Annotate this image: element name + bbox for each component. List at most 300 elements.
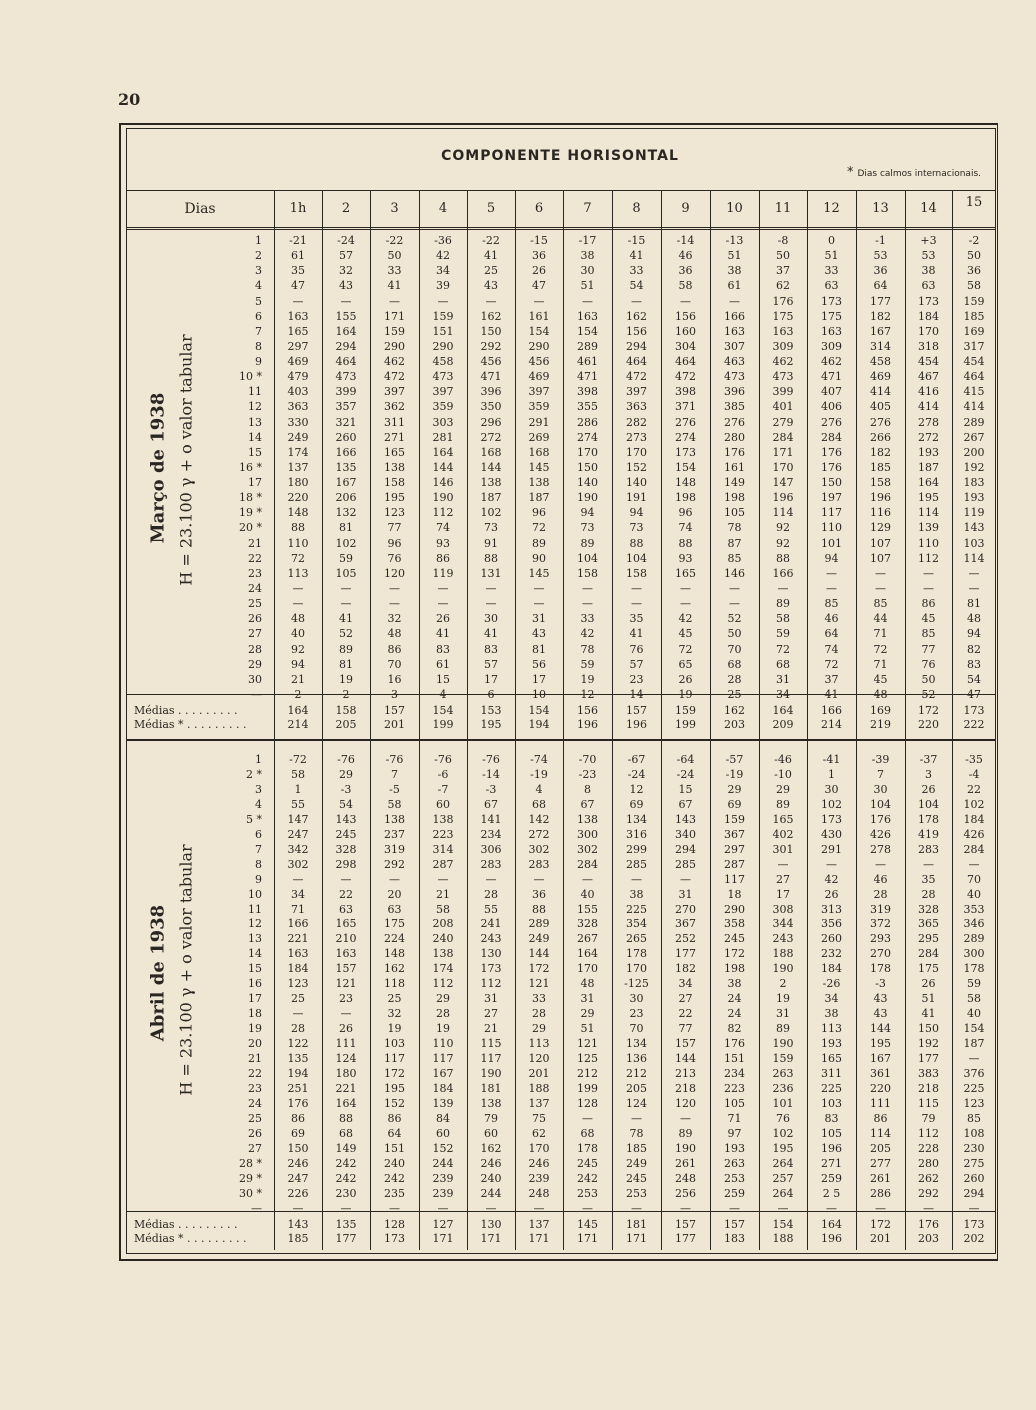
table-cell: -13: [725, 234, 744, 247]
table-cell: 28: [484, 888, 498, 901]
hour-header: 6: [534, 201, 544, 216]
table-cell: 167: [870, 1052, 891, 1065]
table-cell: 69: [727, 798, 742, 811]
table-cell: 121: [577, 1037, 598, 1050]
table-cell: 426: [870, 828, 891, 841]
table-cell: 60: [436, 798, 450, 811]
table-cell: 30: [873, 783, 888, 796]
table-cell: 473: [772, 370, 794, 383]
table-cell: 187: [963, 1037, 985, 1050]
table-cell: —: [968, 1202, 980, 1215]
table-cell: 71: [727, 1112, 742, 1125]
table-cell: 218: [675, 1082, 696, 1095]
table-cell: 246: [480, 1157, 502, 1170]
table-cell: —: [631, 1202, 642, 1215]
table-cell: 290: [724, 903, 745, 916]
table-cell: 142: [528, 813, 550, 826]
table-cell: 170: [772, 461, 794, 474]
medias-star-cell: 183: [724, 1232, 745, 1245]
medias-cell: 128: [384, 1218, 405, 1231]
medias-star-cell: 222: [963, 718, 985, 731]
table-cell: 104: [626, 552, 647, 565]
table-cell: 218: [918, 1082, 939, 1095]
table-cell: 264: [772, 1187, 794, 1200]
table-cell: 176: [724, 446, 745, 459]
table-cell: 35: [921, 873, 936, 886]
table-cell: —: [340, 597, 352, 610]
medias-star-cell: 214: [821, 718, 842, 731]
table-cell: —: [968, 567, 980, 580]
table-cell: 42: [580, 627, 595, 640]
table-cell: 464: [626, 355, 647, 368]
table-cell: 234: [480, 828, 502, 841]
table-cell: 68: [532, 798, 546, 811]
day-label: 8: [255, 858, 262, 871]
medias-star-cell: 201: [870, 1232, 891, 1245]
table-cell: 43: [873, 992, 888, 1005]
table-cell: 12: [629, 783, 644, 796]
table-cell: 89: [532, 537, 546, 550]
table-cell: 187: [528, 491, 550, 504]
table-cell: 38: [727, 264, 742, 277]
table-cell: 146: [432, 476, 454, 489]
table-cell: 165: [675, 567, 696, 580]
table-cell: 330: [287, 416, 309, 429]
table-cell: 143: [335, 813, 357, 826]
day-label: 1: [255, 234, 262, 247]
table-cell: 367: [724, 828, 745, 841]
table-cell: 170: [528, 1142, 550, 1155]
table-cell: 458: [432, 355, 454, 368]
table-cell: 83: [484, 643, 498, 656]
table-cell: 355: [577, 400, 598, 413]
table-cell: 205: [870, 1142, 891, 1155]
table-cell: 58: [387, 798, 402, 811]
table-cell: 113: [821, 1022, 842, 1035]
table-cell: —: [485, 295, 497, 308]
table-title: COMPONENTE HORISONTAL: [441, 148, 679, 164]
table-cell: 166: [772, 567, 794, 580]
table-cell: 195: [384, 491, 405, 504]
table-cell: 242: [577, 1172, 598, 1185]
table-cell: 163: [724, 325, 745, 338]
table-cell: 163: [821, 325, 842, 338]
table-cell: —: [485, 597, 497, 610]
table-cell: 208: [432, 917, 454, 930]
table-cell: 58: [967, 992, 981, 1005]
table-cell: 31: [776, 1007, 790, 1020]
table-cell: 278: [918, 416, 939, 429]
table-cell: 114: [963, 552, 985, 565]
table-cell: 456: [480, 355, 502, 368]
day-label: 20 *: [239, 521, 262, 534]
table-cell: 75: [532, 1112, 546, 1125]
table-cell: 112: [480, 977, 502, 990]
table-cell: 16: [387, 673, 402, 686]
table-cell: 14: [629, 688, 644, 701]
table-cell: 248: [528, 1187, 550, 1200]
table-cell: 72: [776, 643, 790, 656]
medias-cell: 176: [918, 1218, 939, 1231]
table-cell: 89: [776, 597, 790, 610]
medias-cell: 130: [480, 1218, 502, 1231]
table-cell: —: [875, 858, 886, 871]
table-cell: 69: [629, 798, 644, 811]
table-cell: 243: [772, 932, 794, 945]
table-cell: 55: [291, 798, 305, 811]
medias-star-cell: 201: [384, 718, 405, 731]
medias-star-cell: 177: [675, 1232, 696, 1245]
medias-star-cell: 196: [626, 718, 647, 731]
table-cell: 244: [480, 1187, 502, 1200]
table-cell: 253: [577, 1187, 598, 1200]
table-cell: —: [826, 567, 837, 580]
day-label: 14: [248, 947, 262, 960]
table-cell: 27: [678, 992, 693, 1005]
table-cell: 267: [963, 431, 985, 444]
table-cell: 69: [291, 1127, 305, 1140]
day-label: 19: [248, 1022, 262, 1035]
medias-star-cell: 171: [480, 1232, 502, 1245]
table-cell: 168: [528, 446, 550, 459]
table-cell: 471: [821, 370, 842, 383]
day-label: 7: [255, 325, 262, 338]
table-cell: 59: [339, 552, 353, 565]
table-cell: 471: [577, 370, 598, 383]
table-cell: 10: [532, 688, 546, 701]
table-cell: 93: [678, 552, 693, 565]
table-cell: 240: [480, 1172, 502, 1185]
table-cell: +3: [920, 234, 937, 247]
table-cell: 86: [291, 1112, 305, 1125]
table-cell: 193: [724, 1142, 745, 1155]
table-cell: 304: [675, 340, 696, 353]
table-cell: 20: [387, 888, 402, 901]
table-cell: 115: [918, 1097, 939, 1110]
table-cell: 152: [384, 1097, 405, 1110]
day-label: 5 *: [246, 813, 262, 826]
table-cell: -6: [437, 768, 449, 781]
table-cell: 143: [963, 521, 985, 534]
table-cell: 266: [870, 431, 891, 444]
table-cell: 314: [432, 843, 454, 856]
medias-star-cell: 202: [963, 1232, 985, 1245]
medias-star-cell: 214: [287, 718, 309, 731]
table-cell: 163: [287, 310, 309, 323]
table-cell: 40: [967, 888, 981, 901]
section-month-label: Abril de 1938: [147, 904, 169, 1042]
table-cell: 51: [824, 249, 839, 262]
table-cell: 159: [963, 295, 985, 308]
section-divider: [126, 739, 996, 741]
table-cell: -3: [485, 783, 497, 796]
medias-cell: 135: [335, 1218, 357, 1231]
table-cell: 26: [532, 264, 546, 277]
table-cell: 155: [335, 310, 357, 323]
table-cell: 141: [480, 813, 502, 826]
table-cell: 462: [821, 355, 842, 368]
table-cell: 70: [387, 658, 402, 671]
table-cell: —: [582, 1202, 593, 1215]
table-cell: 397: [432, 385, 454, 398]
medias-star-cell: 219: [870, 718, 891, 731]
table-cell: 33: [532, 992, 546, 1005]
table-cell: 276: [821, 416, 842, 429]
day-label: 18 *: [239, 491, 262, 504]
table-cell: 350: [480, 400, 502, 413]
table-cell: —: [631, 582, 642, 595]
medias-star-label: Médias * . . . . . . . . .: [134, 1232, 247, 1245]
day-label: 14: [248, 431, 262, 444]
table-cell: 154: [528, 325, 550, 338]
table-cell: 190: [772, 1037, 794, 1050]
hour-header: 12: [823, 201, 840, 216]
table-cell: -36: [434, 234, 452, 247]
table-cell: -7: [437, 783, 449, 796]
table-cell: 198: [675, 491, 696, 504]
table-cell: 48: [387, 627, 402, 640]
table-cell: 31: [776, 673, 790, 686]
table-cell: 39: [436, 279, 450, 292]
table-cell: 236: [772, 1082, 794, 1095]
table-cell: 247: [287, 1172, 309, 1185]
table-cell: 28: [873, 888, 888, 901]
table-cell: 291: [528, 416, 550, 429]
table-cell: 245: [724, 932, 745, 945]
table-cell: 239: [528, 1172, 550, 1185]
table-cell: 144: [480, 461, 502, 474]
table-cell: 41: [387, 279, 402, 292]
table-cell: 273: [626, 431, 647, 444]
table-cell: 178: [963, 962, 985, 975]
table-cell: 398: [577, 385, 598, 398]
hour-header: 7: [583, 201, 592, 216]
table-cell: 28: [436, 1007, 450, 1020]
table-cell: 112: [918, 552, 939, 565]
medias-star-cell: 220: [918, 718, 939, 731]
table-cell: 25: [387, 992, 402, 1005]
table-cell: 289: [528, 917, 550, 930]
table-cell: 43: [484, 279, 498, 292]
table-cell: 240: [432, 932, 454, 945]
table-cell: 313: [821, 903, 842, 916]
table-cell: 406: [821, 400, 842, 413]
table-cell: 166: [335, 446, 357, 459]
table-cell: 462: [772, 355, 794, 368]
day-label: 5: [255, 295, 262, 308]
table-cell: 8: [584, 783, 591, 796]
table-cell: 19: [776, 992, 790, 1005]
table-cell: 43: [873, 1007, 888, 1020]
table-cell: 78: [629, 1127, 644, 1140]
table-cell: 140: [577, 476, 598, 489]
table-cell: —: [923, 582, 934, 595]
table-cell: 29: [532, 1022, 546, 1035]
table-cell: 283: [480, 858, 502, 871]
table-cell: 262: [918, 1172, 939, 1185]
table-cell: 164: [918, 476, 939, 489]
table-cell: 58: [678, 279, 693, 292]
table-cell: —: [968, 858, 980, 871]
table-cell: —: [389, 597, 400, 610]
table-cell: 50: [921, 673, 936, 686]
table-cell: —: [968, 1052, 980, 1065]
table-cell: 45: [678, 627, 693, 640]
table-cell: 88: [629, 537, 644, 550]
medias-label: Médias . . . . . . . . .: [134, 704, 238, 717]
table-cell: 159: [724, 813, 745, 826]
table-cell: -15: [627, 234, 646, 247]
table-cell: 155: [577, 903, 598, 916]
table-cell: 41: [629, 627, 644, 640]
table-cell: 221: [335, 1082, 357, 1095]
table-cell: 101: [772, 1097, 794, 1110]
table-cell: 303: [432, 416, 454, 429]
day-label: 2 *: [246, 768, 262, 781]
table-cell: 114: [918, 506, 939, 519]
table-cell: 22: [339, 888, 353, 901]
table-cell: 473: [724, 370, 745, 383]
table-cell: 184: [963, 813, 985, 826]
table-cell: 79: [484, 1112, 498, 1125]
table-cell: 32: [387, 1007, 402, 1020]
table-cell: 415: [963, 385, 985, 398]
day-label: 28 *: [239, 1157, 262, 1170]
day-label: 3: [255, 783, 262, 796]
medias-star-cell: 185: [287, 1232, 309, 1245]
table-cell: —: [340, 1202, 352, 1215]
table-cell: 22: [967, 783, 981, 796]
table-cell: 463: [724, 355, 745, 368]
table-cell: 19: [580, 673, 595, 686]
table-cell: 74: [436, 521, 450, 534]
table-cell: 385: [724, 400, 745, 413]
table-cell: 284: [821, 431, 842, 444]
hour-header: 11: [774, 201, 792, 216]
table-cell: 178: [577, 1142, 598, 1155]
table-cell: —: [533, 873, 545, 886]
day-label: 17: [248, 992, 262, 1005]
table-cell: 154: [577, 325, 598, 338]
table-cell: 102: [335, 537, 357, 550]
table-cell: 150: [577, 461, 598, 474]
table-cell: 161: [724, 461, 745, 474]
table-cell: 85: [967, 1112, 981, 1125]
table-cell: 340: [675, 828, 696, 841]
table-cell: 318: [918, 340, 939, 353]
table-cell: 117: [384, 1052, 405, 1065]
table-cell: 206: [335, 491, 357, 504]
table-cell: 120: [528, 1052, 550, 1065]
hour-header: 3: [390, 201, 399, 216]
table-cell: 86: [387, 1112, 402, 1125]
table-cell: 308: [772, 903, 794, 916]
table-cell: 149: [724, 476, 745, 489]
table-cell: 70: [629, 1022, 644, 1035]
section-formula-label: H = 23.100 γ + o valor tabular: [176, 334, 196, 586]
table-cell: —: [875, 567, 886, 580]
table-cell: 86: [387, 643, 402, 656]
table-cell: 311: [384, 416, 405, 429]
table-cell: 111: [870, 1097, 891, 1110]
table-cell: 134: [626, 1037, 647, 1050]
table-cell: 131: [480, 567, 502, 580]
medias-cell: 164: [287, 704, 309, 717]
table-cell: 196: [870, 491, 891, 504]
table-cell: 306: [480, 843, 502, 856]
table-cell: 21: [436, 888, 450, 901]
table-cell: 47: [291, 279, 305, 292]
table-cell: 81: [339, 521, 353, 534]
table-cell: 65: [678, 658, 693, 671]
table-cell: 33: [824, 264, 839, 277]
table-cell: 26: [436, 612, 450, 625]
table-cell: 116: [870, 506, 891, 519]
table-cell: —: [533, 597, 545, 610]
table-cell: 224: [384, 932, 405, 945]
table-cell: 48: [873, 688, 888, 701]
table-cell: 52: [921, 688, 936, 701]
medias-cell: 159: [675, 704, 696, 717]
table-cell: 102: [480, 506, 502, 519]
table-cell: 257: [772, 1172, 794, 1185]
table-cell: 161: [528, 310, 550, 323]
table-cell: -17: [578, 234, 597, 247]
table-cell: 175: [918, 962, 939, 975]
table-cell: 34: [824, 992, 839, 1005]
table-cell: 359: [528, 400, 550, 413]
table-cell: 363: [287, 400, 309, 413]
table-cell: 464: [675, 355, 696, 368]
table-cell: 243: [480, 932, 502, 945]
table-cell: 182: [870, 310, 891, 323]
table-cell: 272: [480, 431, 502, 444]
table-cell: -74: [530, 753, 548, 766]
day-label: 19 *: [239, 506, 262, 519]
medias-star-cell: 188: [772, 1232, 794, 1245]
day-label: 13: [248, 932, 262, 945]
table-cell: 29: [436, 992, 450, 1005]
table-cell: 399: [772, 385, 794, 398]
table-cell: 52: [727, 612, 742, 625]
table-cell: 184: [918, 310, 939, 323]
table-cell: 94: [629, 506, 644, 519]
header-rule-top: [126, 190, 996, 191]
table-cell: 294: [963, 1187, 985, 1200]
table-cell: —: [437, 873, 449, 886]
table-cell: 170: [626, 446, 647, 459]
table-cell: 272: [528, 828, 550, 841]
table-cell: 192: [963, 461, 985, 474]
day-label: 28: [248, 643, 262, 656]
table-cell: 167: [335, 476, 357, 489]
table-cell: 53: [921, 249, 936, 262]
day-label: 10 *: [239, 370, 262, 383]
table-cell: 183: [963, 476, 985, 489]
table-cell: 173: [821, 813, 842, 826]
table-cell: -76: [482, 753, 500, 766]
table-cell: 302: [577, 843, 598, 856]
day-label: 29 *: [239, 1172, 262, 1185]
table-cell: 180: [335, 1067, 357, 1080]
table-cell: 148: [384, 947, 405, 960]
table-cell: -72: [289, 753, 307, 766]
table-cell: 469: [870, 370, 891, 383]
table-cell: -22: [482, 234, 500, 247]
table-cell: 311: [821, 1067, 842, 1080]
table-cell: 85: [824, 597, 839, 610]
table-cell: 289: [963, 932, 985, 945]
